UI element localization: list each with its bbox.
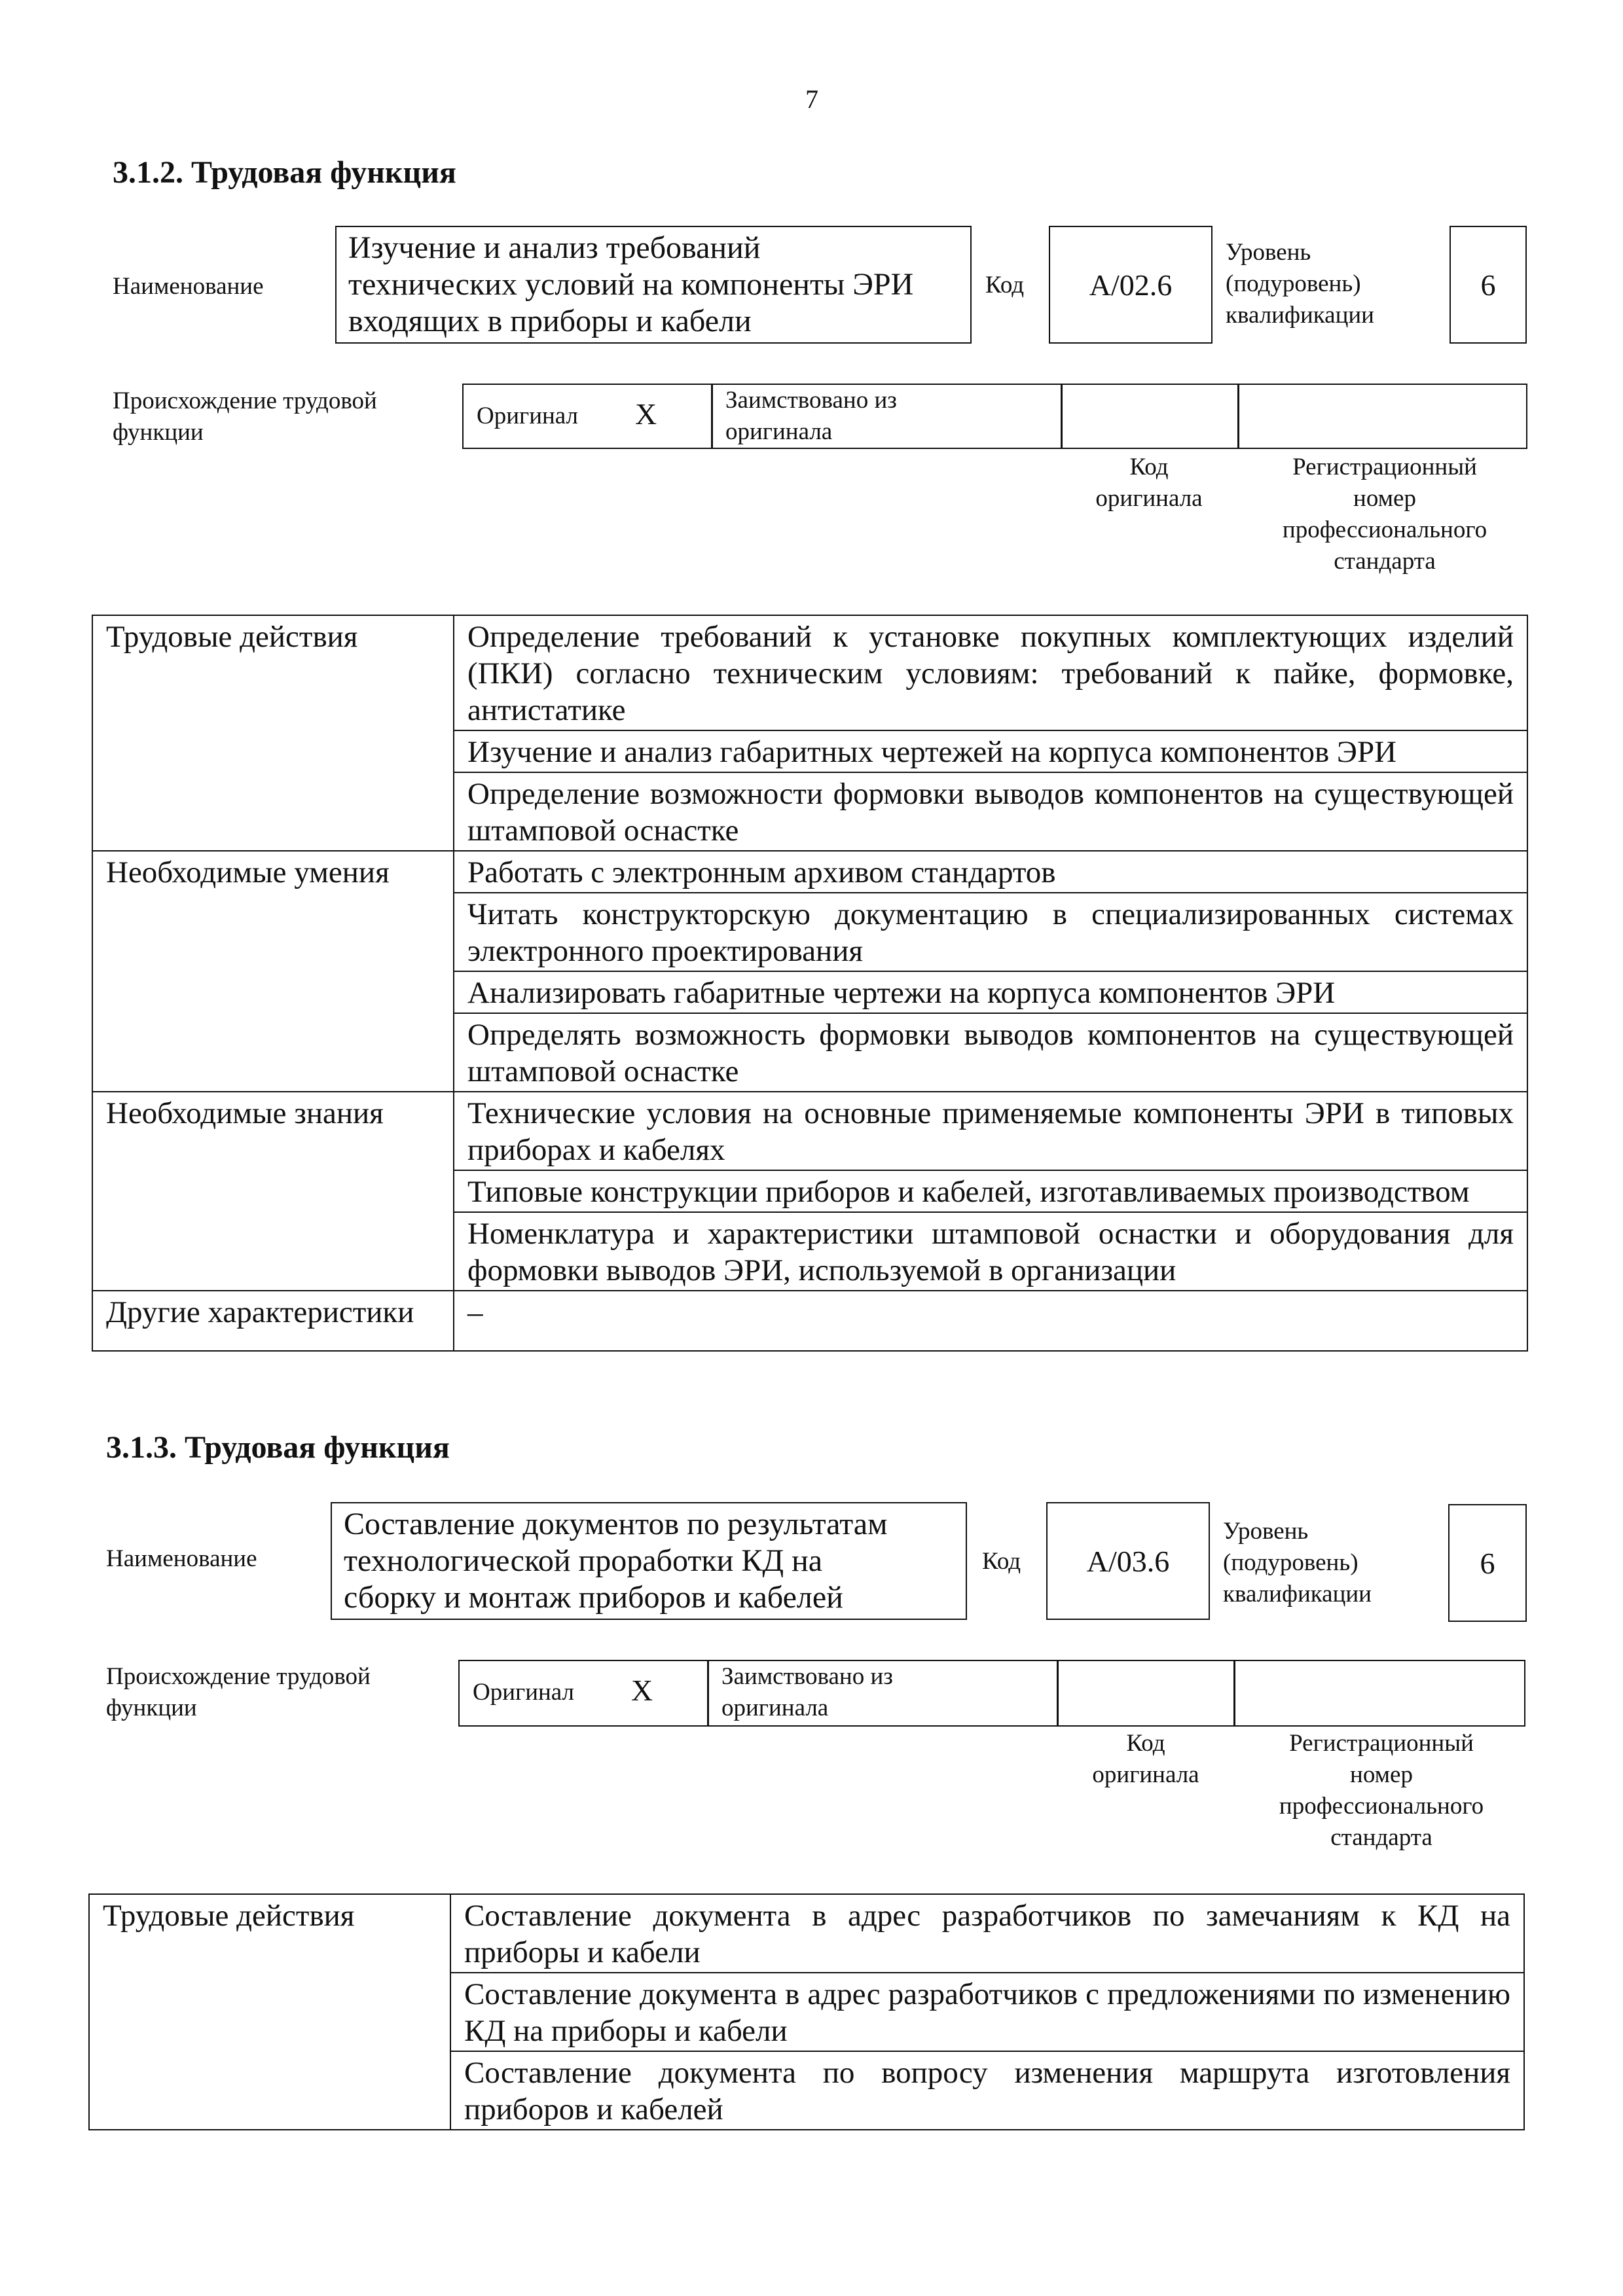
row-head-required-knowledge: Необходимые знания bbox=[92, 1092, 454, 1291]
function-name-box bbox=[331, 1502, 967, 1620]
borrowed-label-line: Заимствовано из bbox=[725, 387, 897, 414]
level-label-line: (подуровень) bbox=[1226, 270, 1361, 297]
labor-function-table-3-1-3 bbox=[88, 1893, 1525, 2130]
original-code-label-line: оригинала bbox=[1092, 1761, 1199, 1788]
level-label-line: (подуровень) bbox=[1223, 1549, 1359, 1576]
reg-number-label-line: профессионального bbox=[1279, 1793, 1484, 1820]
code-label: Код bbox=[985, 272, 1025, 298]
function-name-line: Составление документов по результатам bbox=[344, 1507, 888, 1541]
origin-table bbox=[458, 1660, 1525, 1727]
borrowed-label bbox=[725, 385, 897, 448]
origin-label-line: Происхождение трудовой bbox=[106, 1663, 371, 1690]
table-cell: Определение требований к установке покупных комплектующих изделий (ПКИ) согласно техническим условиям: требований к пайке, формовке, антистатике bbox=[454, 615, 1527, 730]
original-label: Оригинал bbox=[477, 403, 579, 429]
row-head-labor-actions: Трудовые действия bbox=[92, 615, 454, 851]
origin-label bbox=[113, 386, 377, 448]
row-head-other-characteristics: Другие характеристики bbox=[92, 1291, 454, 1351]
original-code-label-line: оригинала bbox=[1095, 485, 1203, 512]
function-name-box bbox=[335, 226, 972, 344]
name-label: Наименование bbox=[113, 273, 264, 300]
origin-table bbox=[462, 384, 1527, 449]
table-row bbox=[92, 615, 1527, 730]
function-name-line: технологической проработки КД на bbox=[344, 1543, 823, 1578]
table-cell: Составление документа в адрес разработчиков по замечаниям к КД на приборы и кабели bbox=[450, 1894, 1524, 1973]
code-value-box: A/02.6 bbox=[1049, 226, 1213, 344]
level-label-line: квалификации bbox=[1223, 1581, 1372, 1607]
table-cell: Анализировать габаритные чертежи на корпуса компонентов ЭРИ bbox=[454, 971, 1527, 1013]
section-title-3-1-2: 3.1.2. Трудовая функция bbox=[113, 155, 456, 190]
row-head-labor-actions: Трудовые действия bbox=[89, 1894, 450, 2130]
table-cell: Составление документа по вопросу изменения маршрута изготовления приборов и кабелей bbox=[450, 2051, 1524, 2130]
borrowed-label-line: оригинала bbox=[725, 418, 833, 445]
level-label bbox=[1223, 1516, 1372, 1610]
origin-label-line: Происхождение трудовой bbox=[113, 387, 377, 414]
reg-number-label-line: номер bbox=[1350, 1761, 1413, 1788]
level-label-line: квалификации bbox=[1226, 302, 1374, 329]
table-row bbox=[89, 1894, 1524, 1973]
function-name-line: технических условий на компоненты ЭРИ bbox=[348, 267, 914, 302]
borrowed-label-line: Заимствовано из bbox=[721, 1663, 893, 1690]
level-label bbox=[1226, 237, 1374, 331]
origin-label bbox=[106, 1661, 371, 1724]
reg-number-label-line: стандарта bbox=[1330, 1824, 1432, 1851]
table-row bbox=[92, 1092, 1527, 1170]
origin-label-line: функции bbox=[113, 419, 204, 446]
code-value-box: A/03.6 bbox=[1046, 1502, 1210, 1620]
original-label: Оригинал bbox=[473, 1679, 575, 1706]
section-title-3-1-3: 3.1.3. Трудовая функция bbox=[106, 1430, 450, 1465]
level-value-box: 6 bbox=[1450, 226, 1527, 344]
reg-number-label-line: стандарта bbox=[1334, 548, 1436, 575]
function-name-line: входящих в приборы и кабели bbox=[348, 304, 752, 338]
level-label-line: Уровень bbox=[1226, 239, 1311, 266]
table-cell: Номенклатура и характеристики штамповой оснастки и оборудования для формовки выводов ЭРИ, используемой в организации bbox=[454, 1212, 1527, 1291]
name-label: Наименование bbox=[106, 1545, 257, 1572]
table-cell: Технические условия на основные применяемые компоненты ЭРИ в типовых приборах и кабелях bbox=[454, 1092, 1527, 1170]
borrowed-label-line: оригинала bbox=[721, 1695, 829, 1721]
level-value-box: 6 bbox=[1448, 1504, 1527, 1622]
table-row bbox=[92, 851, 1527, 893]
table-cell: Работать с электронным архивом стандартов bbox=[454, 851, 1527, 893]
table-cell: Типовые конструкции приборов и кабелей, изготавливаемых производством bbox=[454, 1170, 1527, 1212]
original-mark: X bbox=[631, 1674, 653, 1707]
reg-number-label bbox=[1237, 1728, 1525, 1854]
original-code-label-line: Код bbox=[1129, 454, 1169, 480]
function-name-line: Изучение и анализ требований bbox=[348, 230, 761, 265]
labor-function-table-3-1-2 bbox=[92, 615, 1528, 1352]
original-code-label bbox=[1057, 1728, 1234, 1791]
reg-number-label-line: номер bbox=[1353, 485, 1416, 512]
table-cell: – bbox=[454, 1291, 1527, 1351]
original-code-label bbox=[1061, 452, 1237, 514]
reg-number-label-line: профессионального bbox=[1282, 516, 1487, 543]
table-cell: Изучение и анализ габаритных чертежей на корпуса компонентов ЭРИ bbox=[454, 730, 1527, 772]
table-cell: Читать конструкторскую документацию в специализированных системах электронного проектирования bbox=[454, 893, 1527, 971]
reg-number-label bbox=[1241, 452, 1529, 577]
table-cell: Определять возможность формовки выводов компонентов на существующей штамповой оснастке bbox=[454, 1013, 1527, 1092]
code-label: Код bbox=[982, 1548, 1021, 1575]
original-mark: X bbox=[635, 397, 657, 431]
reg-number-label-line: Регистрационный bbox=[1289, 1730, 1474, 1757]
origin-label-line: функции bbox=[106, 1695, 197, 1721]
level-label-line: Уровень bbox=[1223, 1518, 1309, 1545]
borrowed-label bbox=[721, 1661, 893, 1724]
page-number: 7 bbox=[805, 84, 818, 114]
reg-number-label-line: Регистрационный bbox=[1292, 454, 1477, 480]
table-row bbox=[92, 1291, 1527, 1351]
table-cell: Определение возможности формовки выводов компонентов на существующей штамповой оснастке bbox=[454, 772, 1527, 851]
row-head-required-skills: Необходимые умения bbox=[92, 851, 454, 1092]
original-code-label-line: Код bbox=[1126, 1730, 1165, 1757]
table-cell: Составление документа в адрес разработчиков с предложениями по изменению КД на приборы и кабели bbox=[450, 1973, 1524, 2051]
function-name-line: сборку и монтаж приборов и кабелей bbox=[344, 1580, 843, 1615]
